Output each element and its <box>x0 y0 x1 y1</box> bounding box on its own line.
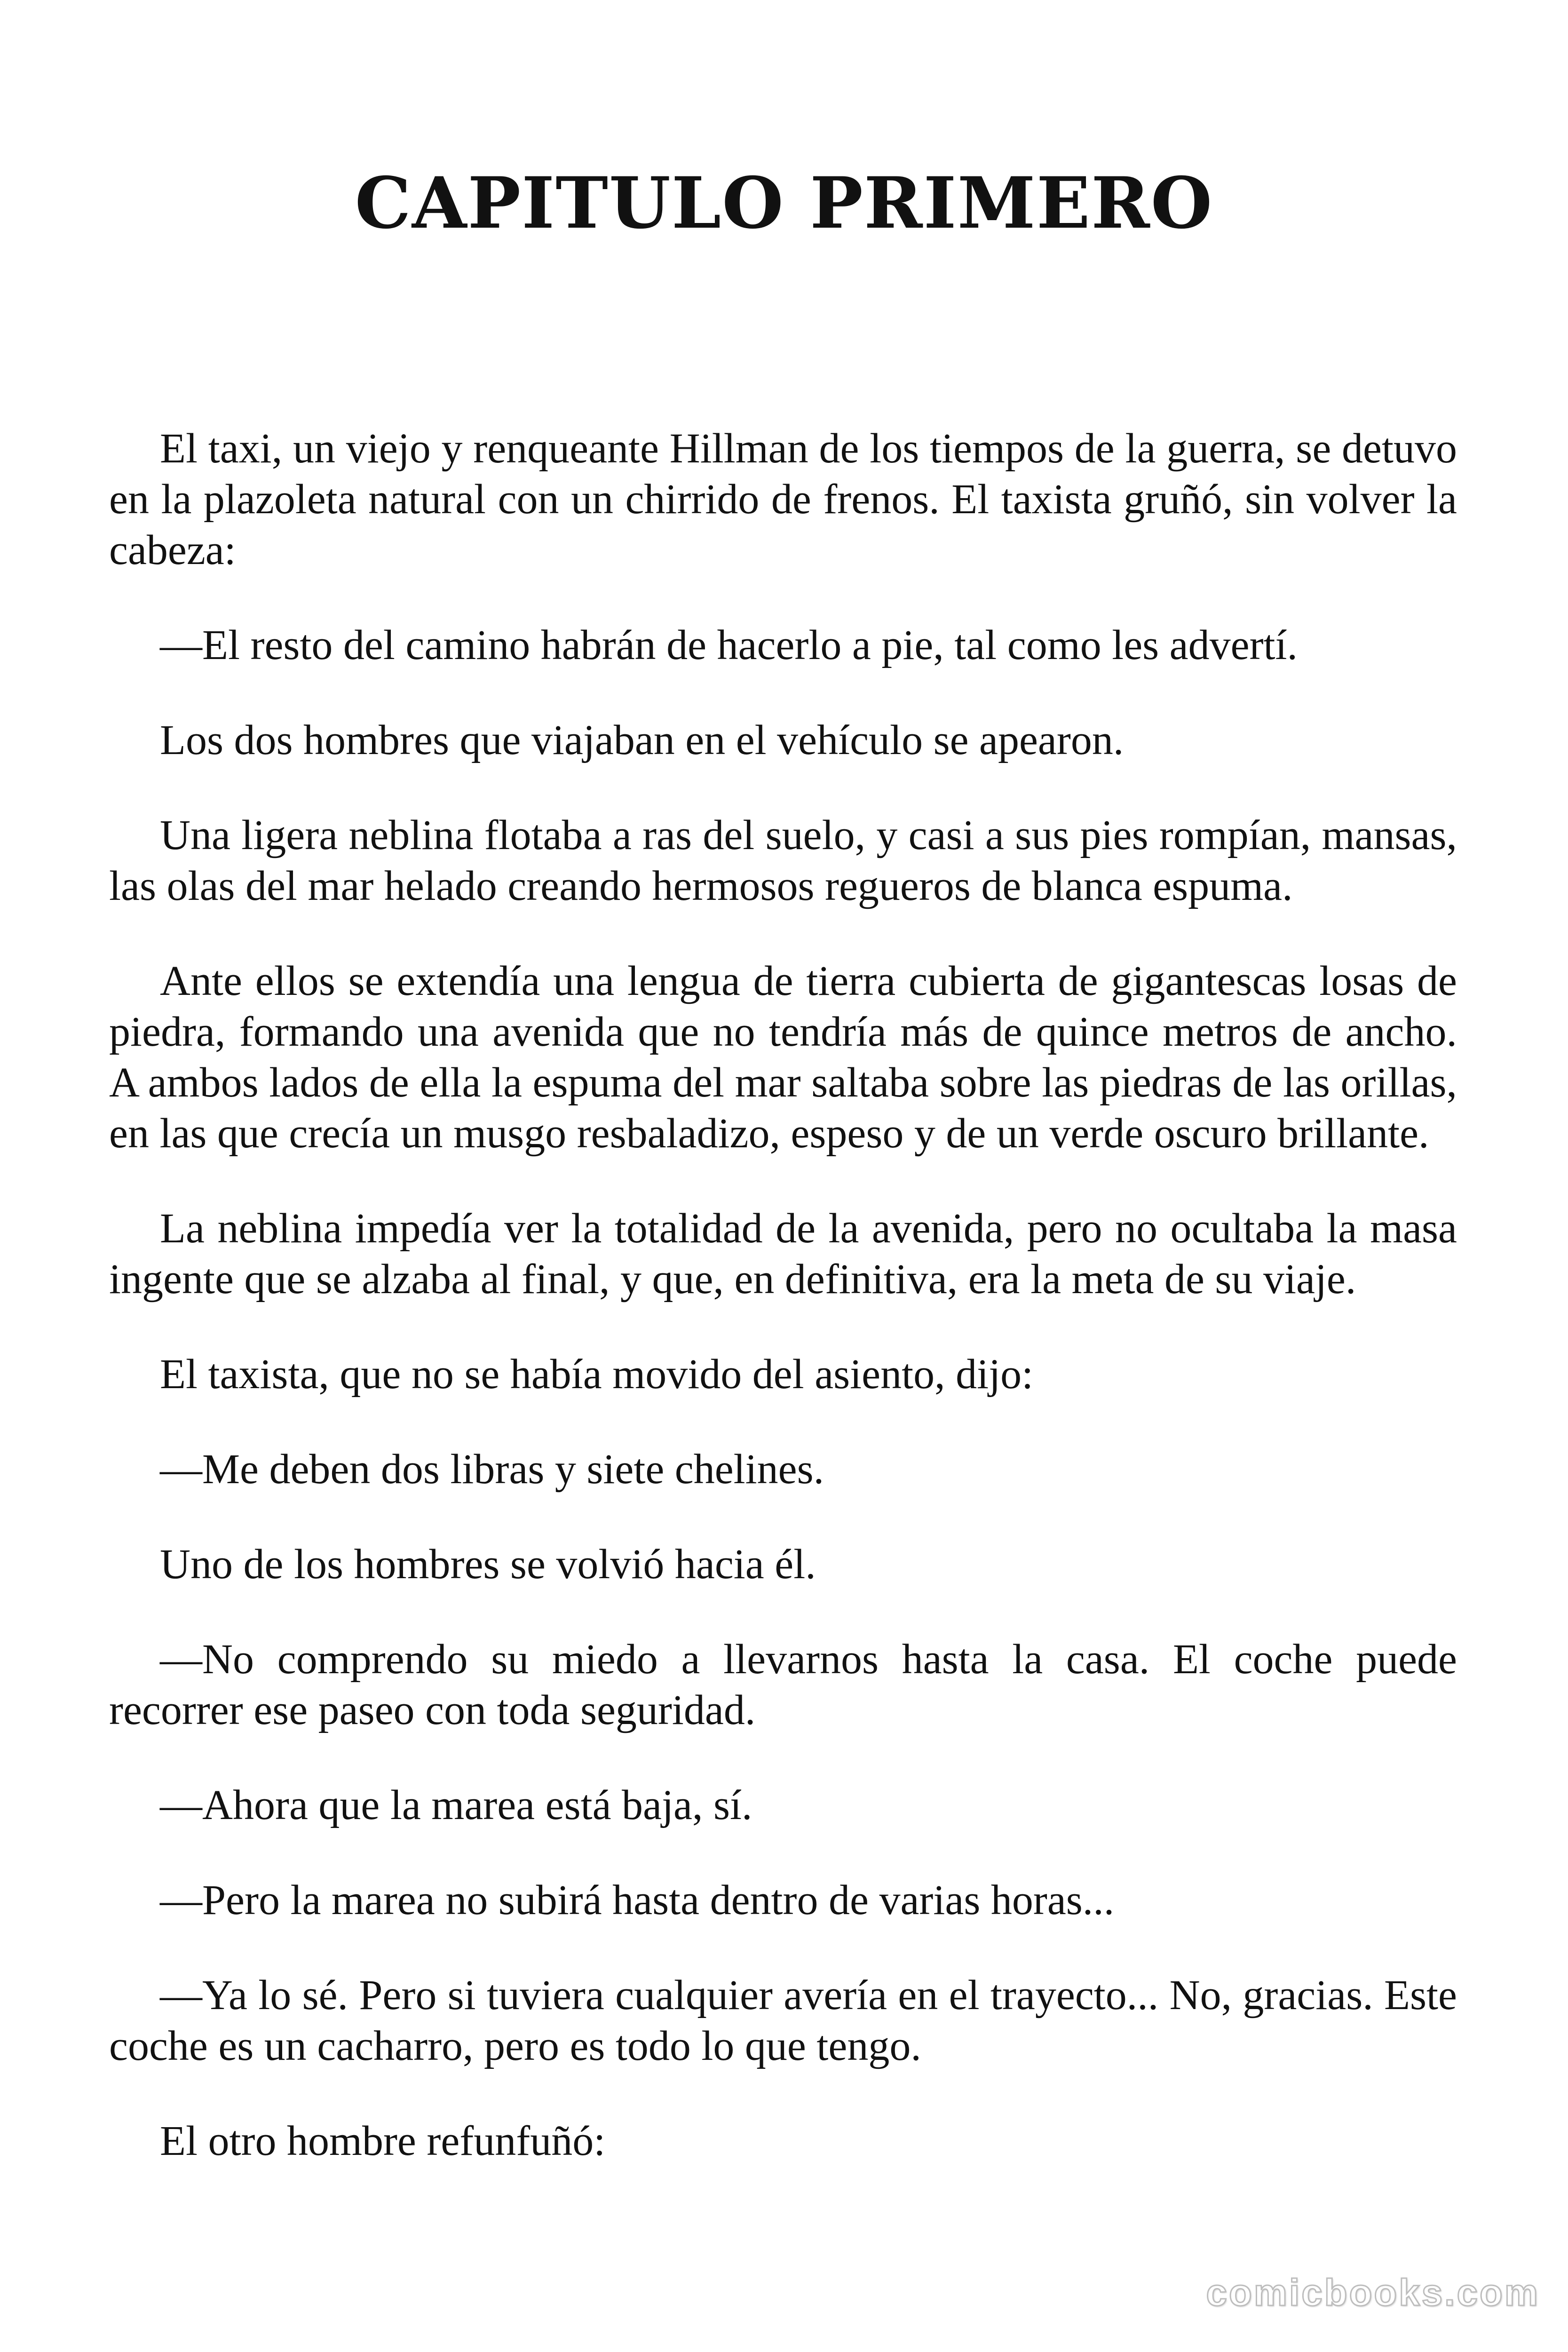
watermark-text: comicbooks.com <box>1206 2272 1540 2313</box>
paragraph: El otro hombre refunfuñó: <box>160 2118 606 2164</box>
paragraph: Los dos hombres que viajaban en el vehículo se apearon. <box>160 717 1124 763</box>
paragraph: El taxi, un viejo y renqueante Hillman de los tiempos de la guerra, se detuvo en la plazoleta natural con un chirrido de frenos. El taxista gruñó, sin volver la cabeza: <box>109 425 1457 573</box>
paragraph: —Pero la marea no subirá hasta dentro de varias horas... <box>160 1877 1115 1923</box>
paragraph: —Ya lo sé. Pero si tuviera cualquier avería en el trayecto... No, gracias. Este coche es un cacharro, pero es todo lo que tengo. <box>109 1972 1457 2069</box>
chapter-title: CAPITULO PRIMERO <box>355 162 1213 245</box>
paragraph: El taxista, que no se había movido del asiento, dijo: <box>160 1351 1034 1398</box>
paragraph: —Me deben dos libras y siete chelines. <box>160 1446 824 1493</box>
chapter-text <box>109 423 1457 2211</box>
paragraph: Uno de los hombres se volvió hacia él. <box>160 1541 816 1588</box>
paragraph: La neblina impedía ver la totalidad de la avenida, pero no ocultaba la masa ingente que se alzaba al final, y que, en definitiva, era la meta de su viaje. <box>109 1205 1457 1303</box>
paragraph: —El resto del camino habrán de hacerlo a pie, tal como les advertí. <box>160 622 1298 668</box>
paragraph: Ante ellos se extendía una lengua de tierra cubierta de gigantescas losas de piedra, formando una avenida que no tendría más de quince metros de ancho. A ambos lados de ella la espuma del mar saltaba sobre las piedras de las orillas, en las que crecía un musgo resbaladizo, espeso y de un verde oscuro brillante. <box>109 958 1457 1157</box>
paragraph: —No comprendo su miedo a llevarnos hasta la casa. El coche puede recorrer ese paseo con toda seguridad. <box>109 1636 1457 1733</box>
paragraph: —Ahora que la marea está baja, sí. <box>160 1782 752 1828</box>
paragraph: Una ligera neblina flotaba a ras del suelo, y casi a sus pies rompían, mansas, las olas del mar helado creando hermosos regueros de blanca espuma. <box>109 812 1457 909</box>
